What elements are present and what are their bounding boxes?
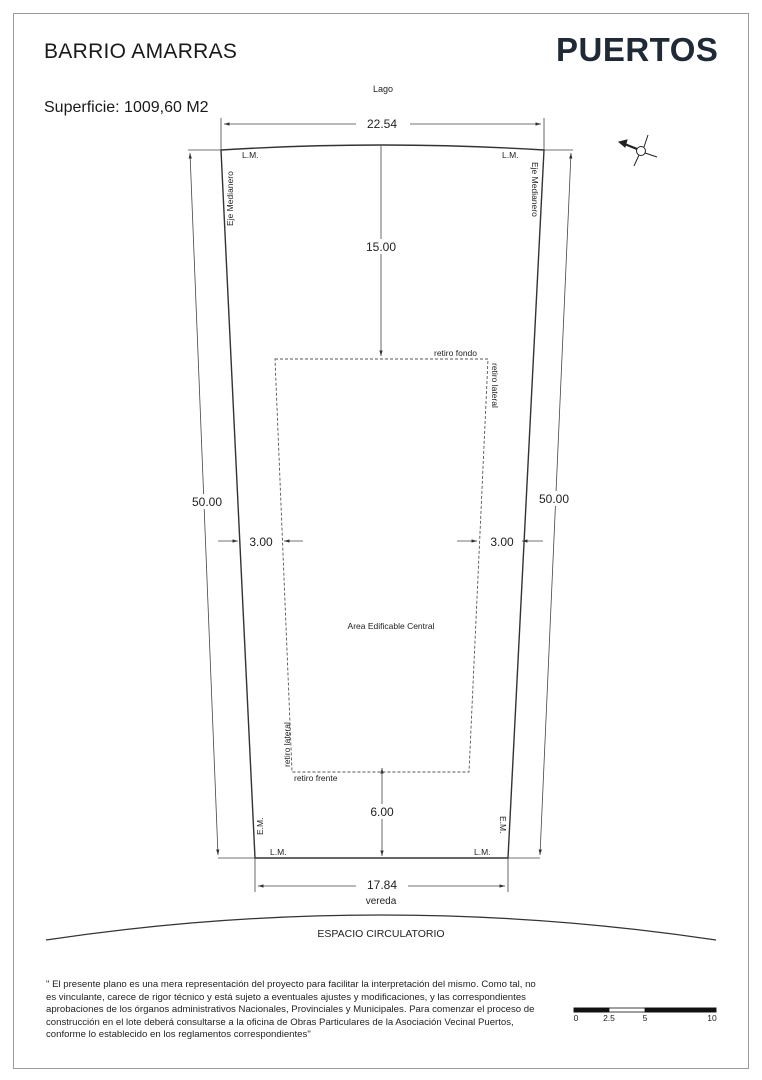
lake-label: Lago [372, 84, 394, 94]
compass-icon [619, 135, 657, 166]
front-setback-label: 6.00 [370, 805, 394, 819]
eje-medianero-right: Eje Medianero [530, 162, 540, 217]
disclaimer-text: " El presente plano es una mera representación del proyecto para facilitar la interpretación del mismo. Como tal, no es vinculante, carece de rigor técnico y está sujeto a eventuales ajustes y modificaciones, y las correspondientes aprobaciones de los órganos administrativos Nacionales, Provinciales y Municipales. Para comenzar el proceso de construcción en el lote deberá consultarse a la oficina de Obras Particulares de la Asociación Vecinal Puertos, conforme lo establecido en los reglamentos correspondientes" [46, 979, 536, 1041]
brand-logo: PUERTOS [556, 31, 719, 68]
scale-tick-2-5: 2.5 [603, 1013, 615, 1023]
rear-setback-label: 15.00 [365, 240, 397, 254]
top-width-label: 22.54 [366, 117, 398, 131]
left-length-label: 50.00 [191, 495, 223, 509]
bottom-width-label: 17.84 [366, 878, 398, 892]
buildable-area [275, 359, 488, 772]
lm-label-top-left: L.M. [242, 150, 259, 160]
em-label-left: E.M. [255, 817, 265, 835]
scale-bar [574, 1008, 716, 1012]
scale-tick-10: 10 [707, 1013, 717, 1023]
buildable-area-label: Area Edificable Central [347, 621, 435, 631]
lm-label-bottom-right: L.M. [474, 847, 491, 857]
page-title: BARRIO AMARRAS [44, 40, 238, 63]
scale-tick-5: 5 [642, 1013, 648, 1023]
scale-tick-0: 0 [573, 1013, 579, 1023]
lm-label-bottom-left: L.M. [270, 847, 287, 857]
lm-label-top-right: L.M. [502, 150, 519, 160]
vereda-label: vereda [365, 896, 397, 907]
retiro-frente-label: retiro frente [294, 773, 338, 783]
right-side-setback-label: 3.00 [490, 535, 514, 549]
surface-area: Superficie: 1009,60 M2 [44, 99, 209, 116]
right-length-label: 50.00 [538, 492, 570, 506]
em-label-right: E.M. [498, 816, 508, 834]
espacio-circulatorio-label: ESPACIO CIRCULATORIO [317, 928, 445, 940]
retiro-fondo-label: retiro fondo [434, 348, 477, 358]
eje-medianero-left: Eje Medianero [225, 171, 235, 226]
retiro-lateral-left-label: retiro lateral [282, 722, 292, 767]
retiro-lateral-right-label: retiro lateral [490, 363, 500, 408]
left-side-setback-label: 3.00 [249, 535, 273, 549]
